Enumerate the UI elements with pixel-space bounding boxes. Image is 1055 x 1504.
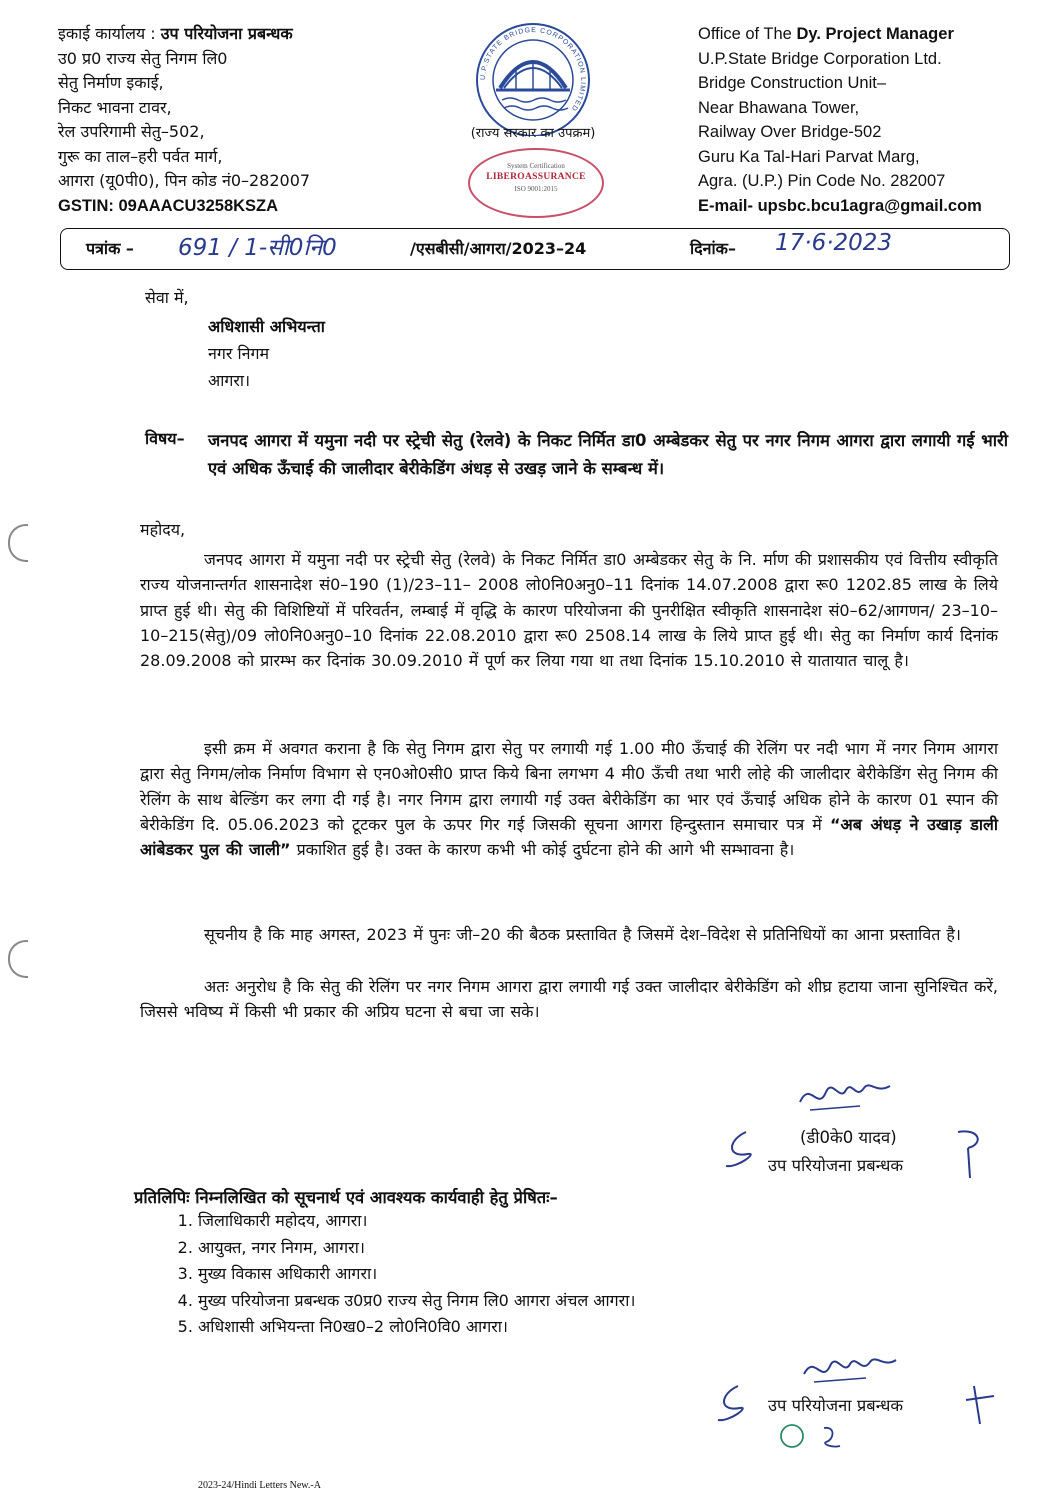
reference-suffix: /एसबीसी/आगरा/2023–24 (410, 239, 587, 258)
certification-seal (468, 148, 604, 218)
recipient-line: नगर निगम (208, 344, 270, 363)
signatory-designation-2: उप परियोजना प्रबन्धक (768, 1396, 904, 1415)
copy-to-heading: प्रतिलिपिः निम्नलिखित को सूचनार्थ एवं आवश्यक कार्यवाही हेतु प्रेषितः– (134, 1188, 558, 1207)
subject-label: विषय– (145, 429, 185, 448)
signatory-name: (डी0के0 यादव) (800, 1128, 897, 1147)
signature-scribble-2 (796, 1348, 906, 1396)
cert-name: LIBEROASSURANCE (486, 172, 586, 182)
header-hindi-line: आगरा (यू0पी0), पिन कोड नं0–282007 (58, 171, 311, 190)
header-english-line: Guru Ka Tal-Hari Parvat Marg, (698, 147, 920, 166)
copy-to-item: 5. अधिशासी अभियन्ता नि0ख0–2 लो0नि0वि0 आगरा। (198, 1314, 998, 1341)
copy-to-item: 2. आयुक्त, नगर निगम, आगरा। (198, 1235, 998, 1262)
header-hindi-line: रेल उपरिगामी सेतु–502, (58, 122, 205, 141)
copy-to-item: 3. मुख्य विकास अधिकारी आगरा। (198, 1261, 998, 1288)
header-hindi-line: गुरू का ताल–हरी पर्वत मार्ग, (58, 146, 223, 166)
copy-to-item: 4. मुख्य परियोजना प्रबन्धक उ0प्र0 राज्य सेतु निगम लि0 आगरा अंचल आगरा। (198, 1288, 998, 1315)
mark-scribble-2 (960, 1380, 1000, 1428)
header-english-line: Railway Over Bridge-502 (698, 123, 882, 141)
body-paragraph-3: सूचनीय है कि माह अगस्त, 2023 में पुनः जी–20 की बैठक प्रस्तावित है जिसमें देश–विदेश से प्रतिनिधियों का आना प्रस्तावित है। (204, 925, 961, 944)
reference-handwritten-number: 691 / 1-सी0नि0 (178, 235, 337, 261)
logo-block (438, 18, 628, 214)
recipient-line: आगरा। (208, 371, 251, 390)
subject-text: जनपद आगरा में यमुना नदी पर स्ट्रेची सेतु (रेलवे) के निकट निर्मित डा0 अम्बेडकर सेतु पर नगर निगम आगरा द्वारा लगायी गई भारी एवं अधिक ऊँचाई की जालीदार बेरीकेडिंग अंधड़ से उखड़ जाने के सम्बन्ध में। (208, 431, 1008, 478)
header-english-office: Dy. Project Manager (796, 25, 954, 43)
header-english-line: U.P.State Bridge Corporation Ltd. (698, 49, 942, 68)
footer-code: 2023-24/Hindi Letters New.-A (198, 1480, 321, 1491)
header-hindi-line: निकट भावना टावर, (58, 97, 172, 117)
reference-label: पत्रांक – (86, 239, 134, 258)
mark-scribble (950, 1126, 990, 1182)
greeting: महोदय, (140, 520, 186, 539)
body-paragraph-1: जनपद आगरा में यमुना नदी पर स्ट्रेची सेतु (रेलवे) के निकट निर्मित डा0 अम्बेडकर सेतु के नि. र्माण की प्रशासकीय एवं वित्तीय स्वीकृति राज्य योजनान्तर्गत शासनादेश सं0–190 (1)/23–11– 2008 लो0नि0अनु0–11 दिनांक 14.07.2008 द्वारा रू0 1202.85 लाख के लिये प्राप्त हुई थी। सेतु की विशिष्टियों में परिवर्तन, लम्बाई में वृद्धि के कारण परियोजना की पुनरीक्षित स्वीकृति शासनादेश सं0–62/आगणन/ 23–10–10–215(सेतु)/09 लो0नि0अनु0–10 दिनांक 22.08.2010 द्वारा रू0 2508.14 लाख के लिये प्राप्त हुई थी। सेतु का निर्माण कार्य दिनांक 28.09.2008 को प्रारम्भ कर दिनांक 30.09.2010 में पूर्ण कर लिया गया था तथा दिनांक 15.10.2010 से यातायात चालू है। (140, 550, 998, 671)
header-hindi (58, 22, 418, 218)
gstin: GSTIN: 09AAACU3258KSZA (58, 196, 279, 215)
recipient-title: अधिशासी अभियन्ता (208, 317, 325, 336)
body-paragraph-2 (140, 736, 998, 862)
cert-top-text: System Certification (507, 162, 565, 170)
corporation-seal-logo (438, 18, 628, 136)
header-english-line: Near Bhawana Tower, (698, 98, 860, 117)
date-label: दिनांक– (690, 239, 736, 258)
cert-iso-text: ISO 9001:2015 (514, 185, 558, 193)
header-english (698, 22, 1038, 218)
punch-hole-mark (8, 940, 28, 978)
salutation-to: सेवा में, (145, 288, 189, 307)
logo-ring-text: U.P.STATE BRIDGE CORPORATION LIMITED (479, 26, 587, 113)
body-paragraph-2-text-end: प्रकाशित हुई है। उक्त के कारण कभी भी कोई दुर्घटना होने की आगे भी सम्भावना है। (290, 840, 795, 860)
email: E-mail- upsbc.bcu1agra@gmail.com (698, 196, 982, 215)
copy-to-item: 1. जिलाधिकारी महोदय, आगरा। (198, 1208, 998, 1235)
logo-caption: (राज्य सरकार का उपक्रम) (470, 126, 596, 141)
header-english-line: Bridge Construction Unit– (698, 74, 887, 92)
copy-to-list (164, 1208, 998, 1341)
header-hindi-line: उ0 प्र0 राज्य सेतु निगम लि0 (58, 48, 228, 68)
circle-mark (776, 1422, 856, 1452)
body-paragraph-2-text: इसी क्रम में अवगत कराना है कि सेतु निगम द्वारा सेतु पर लगायी गई 1.00 मी0 ऊँचाई की रेलिंग पर नदी भाग में नगर निगम आगरा द्वारा सेतु निगम/लोक निर्माण विभाग से एन0ओ0सी0 प्राप्त किये बिना लगभग 4 मी0 ऊँची तथा भारी लोहे की जालीदार बेरीकेडिंग सेतु निगम की रेलिंग के साथ बेल्डिंग कर लगा दी गई है। नगर निगम द्वारा लगायी गई उक्त बेरीकेडिंग का भार एवं ऊँचाई अधिक होने के कारण 01 स्पान की बेरीकेडिंग दि. 05.06.2023 को टूटकर पुल के ऊपर गिर गई जिसकी सूचना आगरा हिन्दुस्तान समाचार पत्र में (140, 739, 998, 834)
body-paragraph-4: अतः अनुरोध है कि सेतु की रेलिंग पर नगर निगम आगरा द्वारा लगायी गई उक्त जालीदार बेरीकेडिंग को शीघ्र हटाया जाना सुनिश्चित करें, जिससे भविष्य में किसी भी प्रकार की अप्रिय घटना से बचा जा सके। (140, 977, 998, 1022)
header-hindi-line: सेतु निर्माण इकाई, (58, 73, 164, 92)
header-english-prefix: Office of The (698, 25, 797, 43)
initials-scribble-2 (712, 1382, 760, 1426)
header-hindi-prefix: इकाई कार्यालय : (58, 24, 161, 43)
punch-hole-mark (8, 524, 28, 562)
header-hindi-office: उप परियोजना प्रबन्धक (160, 24, 293, 43)
initials-scribble (718, 1128, 768, 1172)
newspaper-headline: “अब अंधड़ ने उखाड़ डाली आंबेडकर पुल की जाली” (140, 814, 998, 860)
date-handwritten: 17·6·2023 (775, 230, 893, 256)
signature-scribble (790, 1072, 900, 1124)
signatory-designation: उप परियोजना प्रबन्धक (768, 1156, 904, 1175)
header-english-line: Agra. (U.P.) Pin Code No. 282007 (698, 172, 946, 190)
